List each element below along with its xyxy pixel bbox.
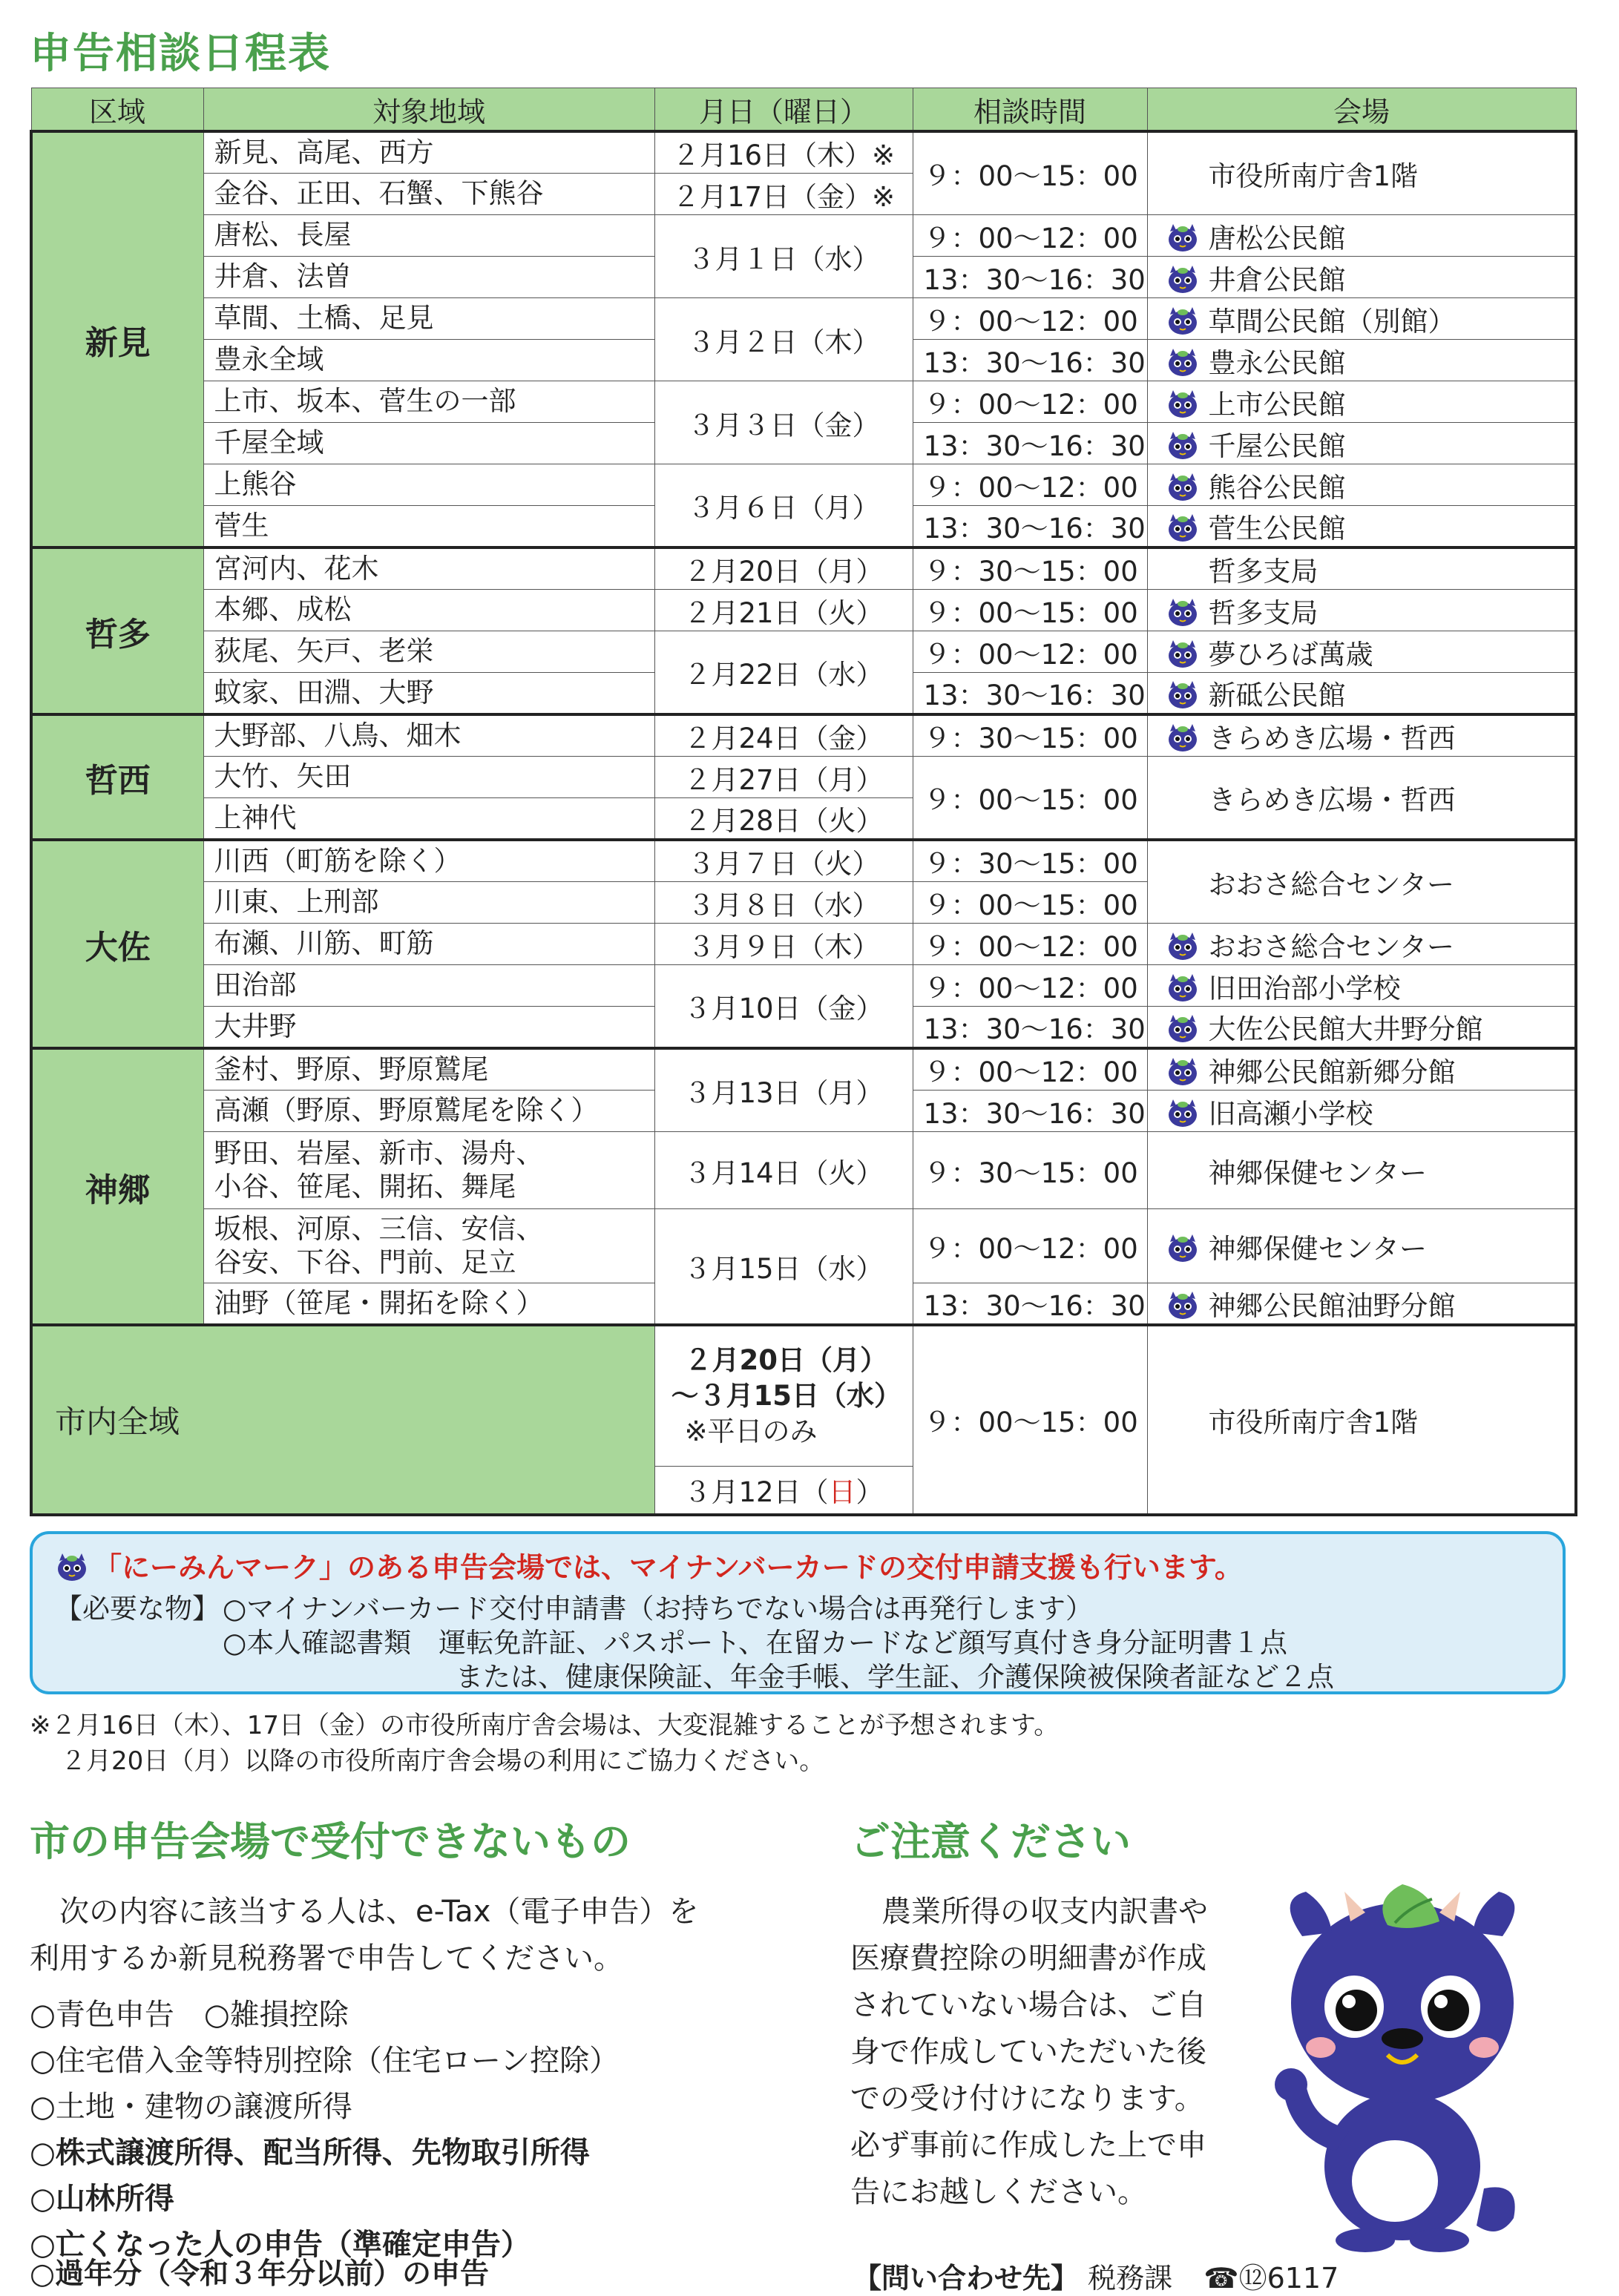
venue-cell: [1147, 924, 1576, 965]
caution-line: 医療費控除の明細書が作成: [850, 1941, 1206, 1976]
venue-name: 旧田治部小学校: [1208, 972, 1401, 1004]
area-cell: 高瀬（野原、野原鷲尾を除く）: [203, 1091, 654, 1132]
mynumber-notice: [30, 1531, 1566, 1694]
header-time: 相談時間: [913, 88, 1147, 132]
area-cell: 川東、上刑部: [203, 882, 654, 924]
venue-name: 熊谷公民館: [1208, 471, 1346, 504]
time-cell: ９：00～15：00: [913, 1325, 1147, 1515]
venue-cell: [1147, 298, 1576, 340]
niimin-mark-icon: [1166, 931, 1200, 961]
area-cell: 大野部、八鳥、畑木: [203, 714, 654, 757]
district-shingo: 神郷: [31, 1048, 203, 1325]
time-cell: ９：00～12：00: [913, 381, 1147, 423]
area-cell: 大竹、矢田: [203, 757, 654, 798]
time-cell: 13：30～16：30: [913, 257, 1147, 298]
time-cell: ９：30～15：00: [913, 714, 1147, 757]
time-cell: ９：00～15：00: [913, 757, 1147, 841]
district-tetta: 哲多: [31, 547, 203, 714]
table-row: [31, 547, 1576, 590]
date-cell: ３月14日（火）: [654, 1132, 913, 1209]
date-cell: ２月22日（水）: [654, 631, 913, 715]
time-cell: ９：00～12：00: [913, 924, 1147, 965]
date-cell: ３月１日（水）: [654, 215, 913, 298]
table-row: [31, 757, 1576, 798]
date-cell: ２月21日（火）: [654, 590, 913, 631]
niimin-mark-icon: [55, 1552, 89, 1582]
district-tesai: 哲西: [31, 714, 203, 840]
page-title: 申告相談日程表: [30, 30, 331, 78]
time-cell: 13：30～16：30: [913, 673, 1147, 715]
area-cell: 上熊谷: [203, 464, 654, 506]
niimin-mark-icon: [1166, 513, 1200, 542]
list-item: ○土地・建物の譲渡所得: [30, 2090, 352, 2124]
area-line: 小谷、笹尾、開拓、舞尾: [214, 1170, 516, 1203]
date-cell: ３月10日（金）: [654, 965, 913, 1049]
venue-name: 豊永公民館: [1208, 346, 1346, 379]
niimin-mark-icon: [1166, 430, 1200, 460]
table-row: [31, 590, 1576, 631]
niimin-mark-icon: [1166, 223, 1200, 252]
niimin-mark-icon: [1166, 639, 1200, 668]
area-cell: 新見、高尾、西方: [203, 131, 654, 174]
venue-name: 旧高瀬小学校: [1208, 1097, 1373, 1130]
venue-cell: [1147, 1209, 1576, 1283]
area-cell: 金谷、正田、石蟹、下熊谷: [203, 174, 654, 215]
time-cell: 13：30～16：30: [913, 1091, 1147, 1132]
not-accepted-title: 市の申告会場で受付できないもの: [30, 1818, 631, 1865]
time-cell: ９：00～12：00: [913, 464, 1147, 506]
area-cell: 油野（笹尾・開拓を除く）: [203, 1283, 654, 1326]
venue-cell: [1147, 340, 1576, 381]
date-cell: ３月７日（火）: [654, 840, 913, 882]
venue-cell: [1147, 714, 1576, 757]
schedule-table: [30, 88, 1577, 1516]
date-cell: ３月９日（木）: [654, 924, 913, 965]
venue-cell: [1147, 506, 1576, 548]
time-cell: ９：00～12：00: [913, 631, 1147, 673]
venue-name: 神郷公民館油野分館: [1208, 1290, 1456, 1322]
niimin-mark-icon: [1166, 264, 1200, 294]
venue-cell: [1147, 215, 1576, 257]
notice-heading: [55, 1545, 1243, 1585]
venue-name: 神郷公民館新郷分館: [1208, 1056, 1456, 1088]
date-cell: [654, 1325, 913, 1466]
niimin-mark-icon: [1166, 973, 1200, 1002]
date-cell: ２月20日（月）: [654, 547, 913, 590]
caution-line: されていない場合は、ご自: [850, 1988, 1206, 2022]
area-line: 坂根、河原、三信、安信、: [214, 1213, 544, 1246]
footnote-line: ２月20日（月）以降の市役所南庁舎会場の利用にご協力ください。: [61, 1746, 825, 1776]
time-cell: ９：30～15：00: [913, 840, 1147, 882]
venue-name: 神郷保健センター: [1208, 1157, 1428, 1189]
area-cell: 荻尾、矢戸、老栄: [203, 631, 654, 673]
venue-name: 菅生公民館: [1208, 513, 1346, 545]
area-cell: [203, 1132, 654, 1209]
caution-title: ご注意ください: [850, 1818, 1131, 1865]
area-cell: 川西（町筋を除く）: [203, 840, 654, 882]
venue-cell: [1147, 1007, 1576, 1049]
area-cell: 唐松、長屋: [203, 215, 654, 257]
date-cell: ３月８日（水）: [654, 882, 913, 924]
sunday-day: 日: [828, 1476, 856, 1509]
table-row: [31, 1048, 1576, 1091]
header-district: 区域: [31, 88, 203, 132]
footnote-line: ※２月16日（木）、17日（金）の市役所南庁舎会場は、大変混雑することが予想されます。: [30, 1711, 1060, 1740]
area-cell: 千屋全域: [203, 423, 654, 464]
caution-line: 必ず事前に作成した上で申: [850, 2128, 1206, 2162]
area-cell: [203, 1209, 654, 1283]
list-item: ○青色申告 ○雑損控除: [30, 1998, 349, 2032]
area-cell: 宮河内、花木: [203, 547, 654, 590]
niimin-mark-icon: [1166, 1233, 1200, 1263]
venue-cell: [1147, 547, 1576, 590]
niimin-mark-icon: [1166, 1098, 1200, 1128]
venue-name: 哲多支局: [1208, 556, 1318, 588]
venue-name: きらめき広場・哲西: [1208, 784, 1456, 816]
area-cell: 大井野: [203, 1007, 654, 1049]
venue-cell: [1147, 257, 1576, 298]
caution-line: 告にお越しください。: [850, 2175, 1147, 2209]
venue-cell: [1147, 131, 1576, 215]
venue-cell: [1147, 590, 1576, 631]
venue-name: おおさ総合センター: [1208, 869, 1455, 901]
caution-line: での受け付けになります。: [850, 2082, 1204, 2116]
list-item: ○山林所得: [30, 2182, 174, 2216]
time-cell: 13：30～16：30: [913, 1007, 1147, 1049]
time-cell: ９：00～15：00: [913, 882, 1147, 924]
time-cell: ９：00～12：00: [913, 215, 1147, 257]
venue-name: 草間公民館（別館）: [1208, 305, 1456, 338]
area-cell: 釜村、野原、野原鷲尾: [203, 1048, 654, 1091]
time-cell: ９：00～12：00: [913, 1209, 1147, 1283]
notice-heading-text: 「にーみんマーク」のある申告会場では、マイナンバーカードの交付申請支援も行います。: [93, 1551, 1243, 1584]
date-cell: ２月28日（火）: [654, 798, 913, 841]
table-row: [31, 631, 1576, 673]
niimin-mark-icon: [1166, 597, 1200, 627]
niimin-mark-icon: [1166, 1290, 1200, 1320]
area-cell: 豊永全域: [203, 340, 654, 381]
sunday-date-suffix: ）: [856, 1476, 884, 1509]
time-cell: ９：00～12：00: [913, 1048, 1147, 1091]
niimin-mark-icon: [1166, 347, 1200, 377]
date-cell: ２月24日（金）: [654, 714, 913, 757]
caution-line: 農業所得の収支内訳書や: [881, 1895, 1208, 1929]
caution-line: 身で作成していただいた後: [850, 2035, 1206, 2069]
venue-cell: [1147, 423, 1576, 464]
venue-cell: [1147, 1132, 1576, 1209]
time-cell: ９：00～12：00: [913, 298, 1147, 340]
table-row: [31, 714, 1576, 757]
venue-cell: [1147, 757, 1576, 841]
venue-name: おおさ総合センター: [1208, 930, 1455, 963]
venue-name: 哲多支局: [1208, 596, 1318, 629]
venue-name: 大佐公民館大井野分館: [1208, 1013, 1483, 1045]
contact-dept: 税務課: [1088, 2262, 1173, 2295]
area-cell: 上神代: [203, 798, 654, 841]
needs-line: ○本人確認書類 運転免許証、パスポート、在留カードなど顔写真付き身分証明書１点: [223, 1627, 1287, 1659]
venue-name: きらめき広場・哲西: [1208, 723, 1456, 754]
date-cell: [654, 1466, 913, 1515]
niimin-mark-icon: [1166, 680, 1200, 709]
table-row: [31, 840, 1576, 882]
header-area: 対象地域: [203, 88, 654, 132]
date-cell: ３月３日（金）: [654, 381, 913, 464]
venue-cell: [1147, 965, 1576, 1007]
table-row: [31, 924, 1576, 965]
table-row: [31, 464, 1576, 506]
table-row: [31, 1132, 1576, 1209]
venue-name: 神郷保健センター: [1208, 1232, 1428, 1265]
niimin-mark-icon: [1166, 389, 1200, 418]
venue-name: 井倉公民館: [1208, 263, 1346, 296]
niimin-mark-icon: [1166, 472, 1200, 501]
needs-line: または、健康保険証、年金手帳、学生証、介護保険被保険者証など２点: [456, 1661, 1334, 1693]
date-range-end: ～３月15日（水）: [671, 1379, 902, 1412]
area-code: ⑫: [1238, 2262, 1267, 2295]
not-accepted-intro: 利用するか新見税務署で申告してください。: [30, 1941, 623, 1976]
area-cell: 草間、土橋、足見: [203, 298, 654, 340]
date-cell: ２月16日（木）※: [654, 131, 913, 174]
district-osa: 大佐: [31, 840, 203, 1048]
time-cell: 13：30～16：30: [913, 506, 1147, 548]
venue-cell: [1147, 1283, 1576, 1326]
needs-line: ○マイナンバーカード交付申請書（お持ちでない場合は再発行します）: [223, 1593, 1093, 1625]
table-row: [31, 1209, 1576, 1283]
table-row: [31, 965, 1576, 1007]
list-item: ○亡くなった人の申告（準確定申告）: [30, 2228, 531, 2262]
phone-number: 6117: [1267, 2262, 1339, 2295]
area-cell: 蚊家、田淵、大野: [203, 673, 654, 715]
time-cell: ９：00～12：00: [913, 965, 1147, 1007]
header-venue: 会場: [1147, 88, 1576, 132]
list-item: ○過年分（令和３年分以前）の申告: [30, 2257, 490, 2291]
venue-name: 千屋公民館: [1208, 430, 1346, 462]
time-cell: 13：30～16：30: [913, 1283, 1147, 1326]
venue-cell: [1147, 381, 1576, 423]
time-cell: ９：30～15：00: [913, 547, 1147, 590]
sunday-date-prefix: ３月12日（: [683, 1476, 829, 1509]
niimin-mascot-icon: [1261, 1869, 1528, 2255]
list-item: ○住宅借入金等特別控除（住宅ローン控除）: [30, 2044, 620, 2078]
time-cell: ９：30～15：00: [913, 1132, 1147, 1209]
venue-cell: [1147, 464, 1576, 506]
area-line: 野田、岩屋、新市、湯舟、: [214, 1137, 544, 1170]
venue-cell: [1147, 840, 1576, 924]
table-row: [31, 1325, 1576, 1466]
time-cell: 13：30～16：30: [913, 340, 1147, 381]
venue-name: 上市公民館: [1208, 388, 1346, 421]
venue-name: 市役所南庁舎1階: [1208, 160, 1419, 192]
needs-label: 【必要な物】: [55, 1593, 220, 1625]
table-row: [31, 298, 1576, 340]
venue-name: 唐松公民館: [1208, 222, 1346, 254]
not-accepted-intro: 次の内容に該当する人は、e-Tax（電子申告）を: [59, 1895, 699, 1929]
area-cell: 上市、坂本、菅生の一部: [203, 381, 654, 423]
list-item: ○株式譲渡所得、配当所得、先物取引所得: [30, 2136, 590, 2170]
venue-cell: [1147, 1048, 1576, 1091]
area-cell: 田治部: [203, 965, 654, 1007]
date-cell: ３月15日（水）: [654, 1209, 913, 1326]
district-niimi: 新見: [31, 131, 203, 547]
area-line: 谷安、下谷、門前、足立: [214, 1246, 516, 1278]
niimin-mark-icon: [1166, 1056, 1200, 1086]
date-cell: ２月27日（月）: [654, 757, 913, 798]
area-cell: 菅生: [203, 506, 654, 548]
date-range-start: ２月20日（月）: [684, 1343, 887, 1376]
date-cell: ３月２日（木）: [654, 298, 913, 381]
table-row: [31, 381, 1576, 423]
venue-cell: [1147, 1091, 1576, 1132]
date-cell: ２月17日（金）※: [654, 174, 913, 215]
phone-icon: ☎: [1203, 2262, 1239, 2295]
niimin-mark-icon: [1166, 306, 1200, 335]
table-row: [31, 131, 1576, 174]
district-all: 市内全域: [31, 1325, 654, 1515]
table-header-row: [31, 88, 1576, 132]
contact-info: [853, 2255, 1339, 2296]
area-cell: 布瀬、川筋、町筋: [203, 924, 654, 965]
area-cell: 井倉、法曽: [203, 257, 654, 298]
time-cell: 13：30～16：30: [913, 423, 1147, 464]
header-date: 月日（曜日）: [654, 88, 913, 132]
area-cell: 本郷、成松: [203, 590, 654, 631]
venue-name: 市役所南庁舎1階: [1208, 1407, 1419, 1438]
time-cell: ９：00～15：00: [913, 590, 1147, 631]
table-row: [31, 215, 1576, 257]
niimin-mark-icon: [1166, 723, 1200, 752]
venue-name: 夢ひろば萬歳: [1208, 638, 1373, 671]
venue-name: 新砥公民館: [1208, 680, 1346, 711]
weekdays-only-note: ※平日のみ: [684, 1415, 818, 1447]
date-cell: ３月６日（月）: [654, 464, 913, 548]
venue-cell: [1147, 631, 1576, 673]
contact-label: 【問い合わせ先】: [853, 2262, 1080, 2295]
niimin-mark-icon: [1166, 1013, 1200, 1043]
venue-cell: [1147, 1325, 1576, 1515]
venue-cell: [1147, 673, 1576, 715]
date-cell: ３月13日（月）: [654, 1048, 913, 1132]
time-cell: ９：00～15：00: [913, 131, 1147, 215]
